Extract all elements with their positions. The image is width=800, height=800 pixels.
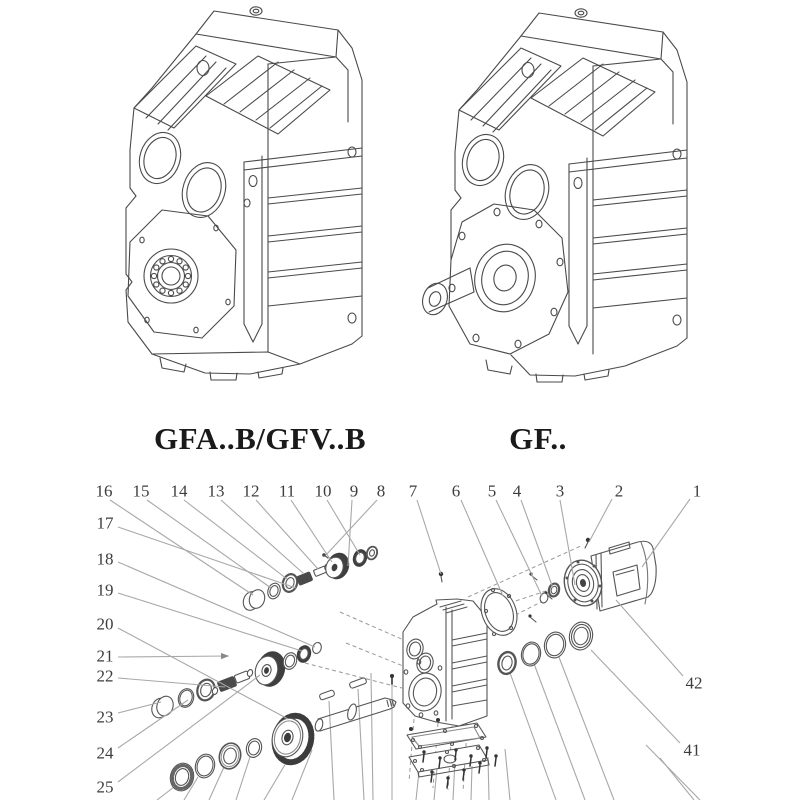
callout-label-8: 8: [376, 481, 386, 501]
part-gasket-and-cover: [407, 723, 489, 777]
leader-line-6: [461, 500, 503, 596]
leader-line-42: [616, 600, 683, 676]
callout-label-12: 12: [242, 481, 260, 501]
leader-line-9: [348, 500, 352, 566]
callout-layer: [96, 482, 703, 797]
leader-line-17: [118, 527, 296, 588]
gearbox-right-drawing: [419, 9, 687, 382]
leader-line-1: [642, 499, 690, 567]
leader-line-4: [521, 500, 553, 588]
callout-label-23: 23: [96, 707, 114, 727]
leader-line-21: [118, 656, 229, 657]
part-motor: [560, 541, 656, 611]
callout-label-42: 42: [685, 673, 703, 693]
part-housing: [403, 599, 487, 731]
callout-label-20: 20: [96, 614, 114, 634]
callout-label-16: 16: [95, 481, 113, 501]
leader-line-16: [110, 500, 253, 595]
callout-label-7: 7: [408, 481, 418, 501]
leader-line-41: [591, 650, 680, 743]
part-input-shaft-assembly: [241, 545, 379, 612]
callout-label-4: 4: [512, 481, 522, 501]
model-label-left: GFA..B/GFV..B: [153, 421, 367, 456]
callout-label-21: 21: [96, 646, 114, 666]
leader-line-11: [291, 500, 332, 562]
leader-line-10: [327, 500, 360, 555]
callout-label-2: 2: [614, 481, 624, 501]
callout-label-5: 5: [487, 481, 497, 501]
callout-label-11: 11: [278, 481, 296, 501]
callout-label-1: 1: [692, 481, 702, 501]
callout-label-24: 24: [96, 743, 114, 763]
callout-label-25: 25: [96, 777, 114, 797]
callout-label-18: 18: [96, 549, 114, 569]
callout-label-10: 10: [314, 481, 332, 501]
leader-line-18: [118, 562, 315, 647]
callout-label-9: 9: [349, 481, 359, 501]
callout-label-17: 17: [96, 513, 114, 533]
callout-label-22: 22: [96, 666, 114, 686]
callout-label-15: 15: [132, 481, 150, 501]
callout-label-13: 13: [207, 481, 225, 501]
leader-line-15: [147, 500, 271, 588]
callout-label-41: 41: [683, 740, 701, 760]
leader-arrowhead-21: [221, 653, 229, 659]
leader-line-2: [589, 499, 612, 542]
gearbox-left-drawing: [126, 7, 362, 380]
callout-label-6: 6: [451, 481, 461, 501]
leader-line-7: [417, 500, 441, 574]
callout-label-14: 14: [170, 481, 188, 501]
callout-label-3: 3: [555, 481, 565, 501]
leader-line-13: [221, 500, 304, 574]
callout-label-19: 19: [96, 580, 114, 600]
model-label-right: GF..: [509, 421, 567, 456]
